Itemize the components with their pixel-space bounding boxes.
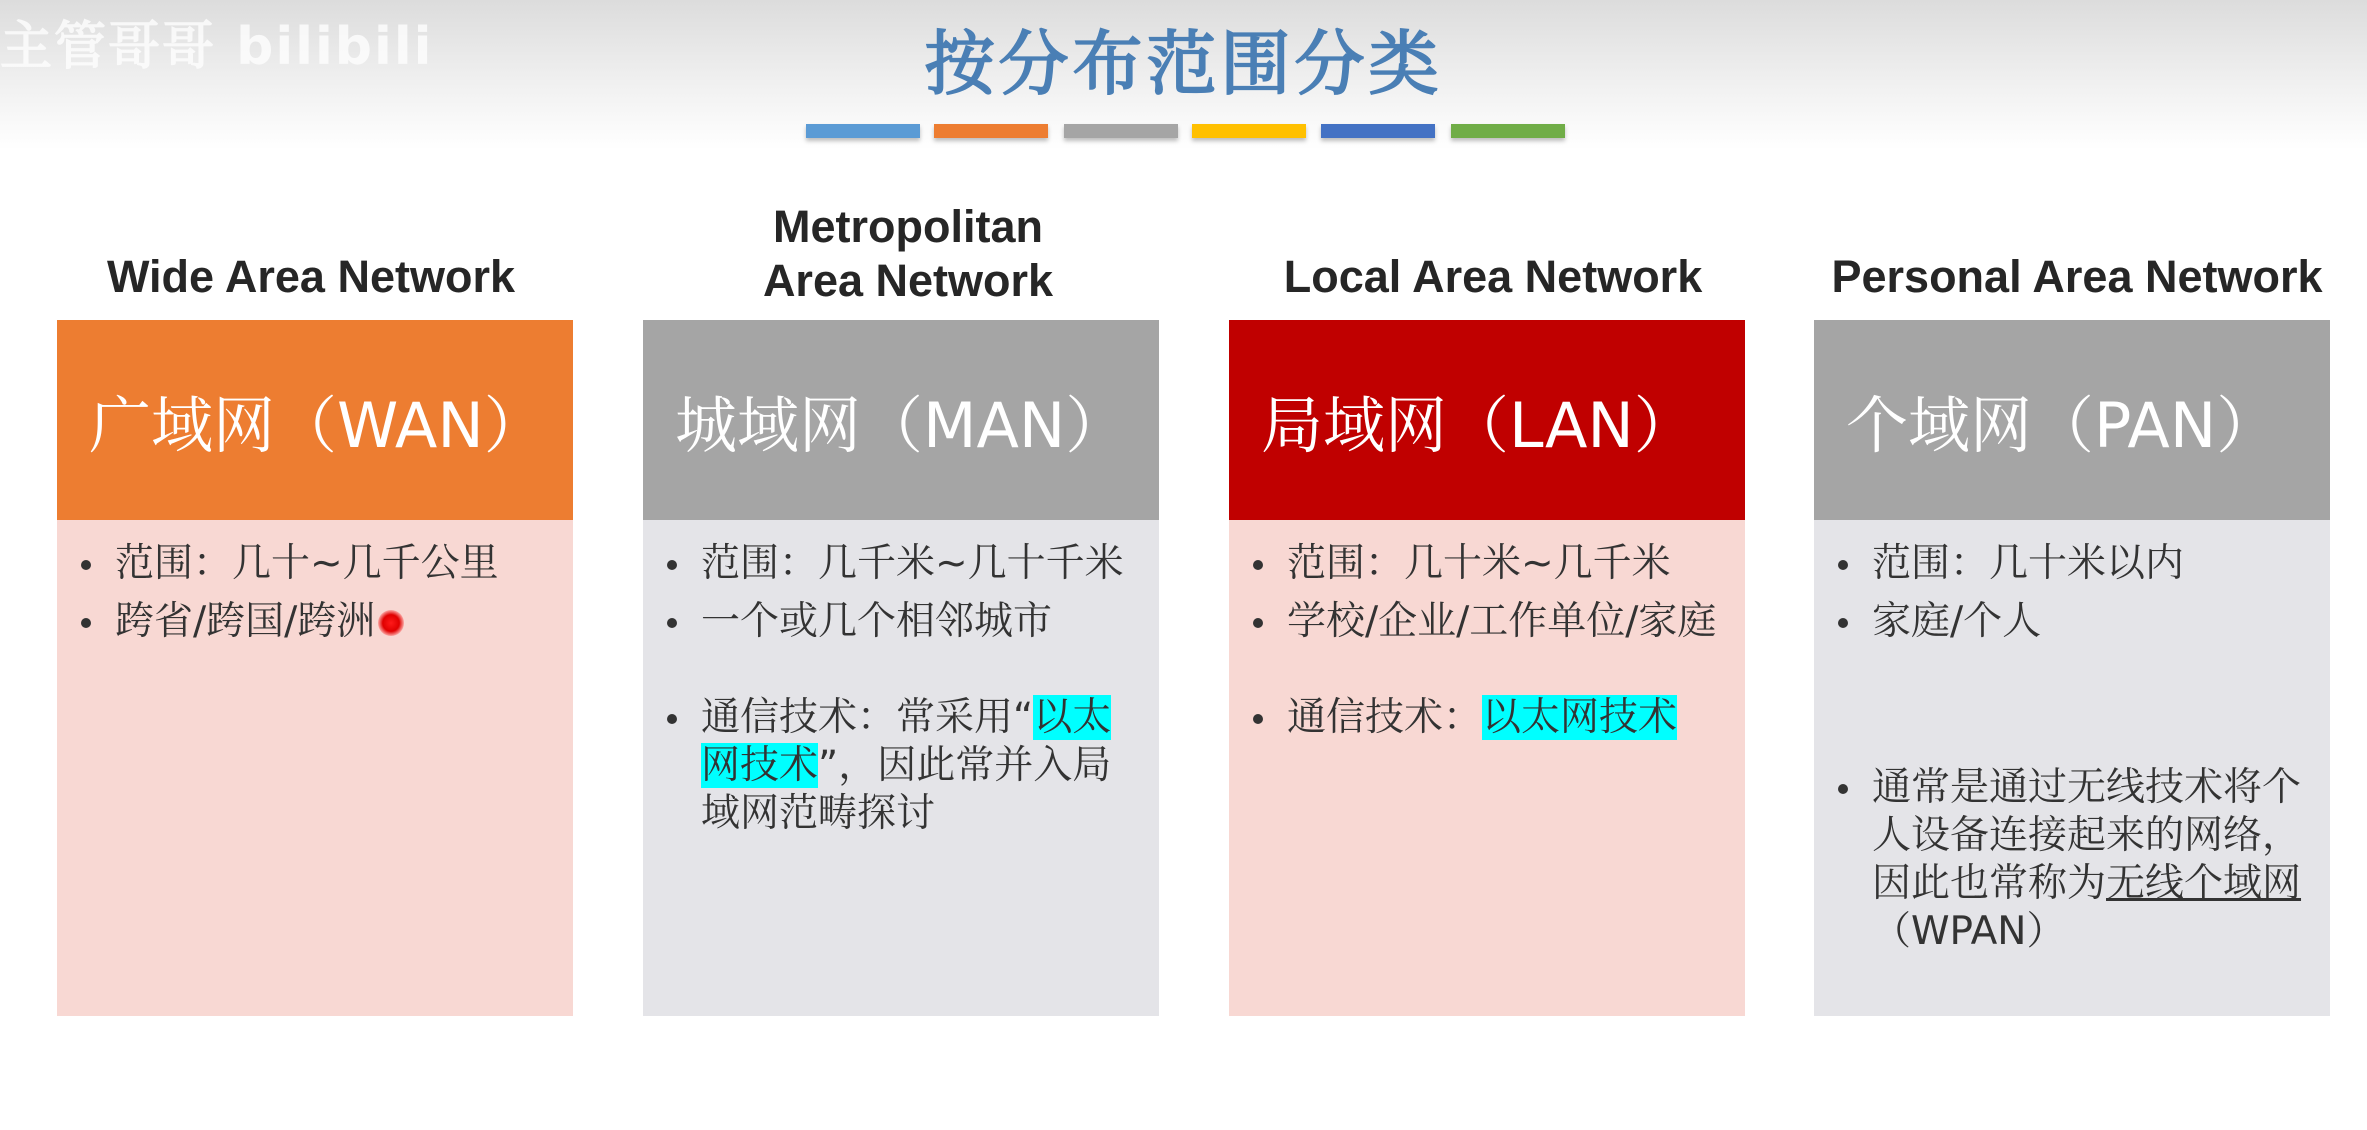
pan-heading: Personal Area Network bbox=[1831, 251, 2323, 302]
pan-range-bullet: 范围：几十米以内 bbox=[1834, 540, 2308, 588]
man-tech-text-pre: 通信技术：常采用“ bbox=[701, 695, 1034, 740]
lan-range-bullet: 范围：几十米~几千米 bbox=[1249, 540, 1723, 588]
wan-card bbox=[57, 320, 573, 1016]
pan-tech-text-pre: 通常是通过无线技术将个人设备连接起来的网络，因此也常称为 bbox=[1872, 765, 2302, 906]
pan-tech-underline: 无线个域网 bbox=[2106, 861, 2302, 906]
lan-tech-text-pre: 通信技术： bbox=[1287, 695, 1483, 740]
pan-card bbox=[1814, 320, 2330, 1016]
wan-range-bullet: 范围：几十~几千公里 bbox=[77, 540, 551, 588]
man-tech-highlight: 以太网技术 bbox=[701, 695, 1112, 788]
man-card-header: 城域网（MAN） bbox=[643, 320, 1159, 520]
watermark-logo: 主管哥哥 bilibili bbox=[0, 17, 434, 77]
pan-card-body bbox=[1814, 520, 2330, 1016]
man-tech-text-post: ”，因此常并入局域网范畴探讨 bbox=[701, 743, 1112, 836]
lan-card-body bbox=[1229, 520, 1745, 1016]
pan-tech-text-post: （WPAN） bbox=[1872, 909, 2066, 954]
wan-card-header: 广域网（WAN） bbox=[57, 320, 573, 520]
wan-card-body bbox=[57, 520, 573, 1016]
accent-bar-orange bbox=[934, 124, 1048, 138]
lan-heading: Local Area Network bbox=[1283, 251, 1703, 302]
man-heading bbox=[628, 200, 1188, 308]
pan-tech-bullet bbox=[1834, 764, 2308, 956]
wan-scope-bullet: 跨省/跨国/跨洲 bbox=[77, 598, 551, 646]
lan-tech-highlight: 以太网技术 bbox=[1482, 695, 1678, 740]
accent-bar-blue bbox=[806, 124, 920, 138]
lan-scope-bullet: 学校/企业/工作单位/家庭 bbox=[1249, 598, 1723, 646]
accent-bar-green bbox=[1451, 124, 1565, 138]
accent-bar-yellow bbox=[1192, 124, 1306, 138]
accent-bar-gray bbox=[1064, 124, 1178, 138]
man-scope-bullet: 一个或几个相邻城市 bbox=[663, 598, 1137, 646]
lan-tech-bullet bbox=[1249, 694, 1723, 742]
wan-heading: Wide Area Network bbox=[106, 251, 516, 302]
man-range-bullet: 范围：几千米~几十千米 bbox=[663, 540, 1137, 588]
laser-pointer-dot bbox=[378, 610, 404, 636]
man-tech-bullet bbox=[663, 694, 1137, 838]
lan-card bbox=[1229, 320, 1745, 1016]
slide-title: 按分布范围分类 bbox=[924, 23, 1443, 105]
man-heading-text: Metropolitan Area Network bbox=[762, 201, 1054, 306]
pan-scope-bullet: 家庭/个人 bbox=[1834, 598, 2308, 646]
man-card-body bbox=[643, 520, 1159, 1016]
man-card bbox=[643, 320, 1159, 1016]
accent-bar-darkblue bbox=[1321, 124, 1435, 138]
lan-card-header: 局域网（LAN） bbox=[1229, 320, 1745, 520]
pan-card-header: 个域网（PAN） bbox=[1814, 320, 2330, 520]
